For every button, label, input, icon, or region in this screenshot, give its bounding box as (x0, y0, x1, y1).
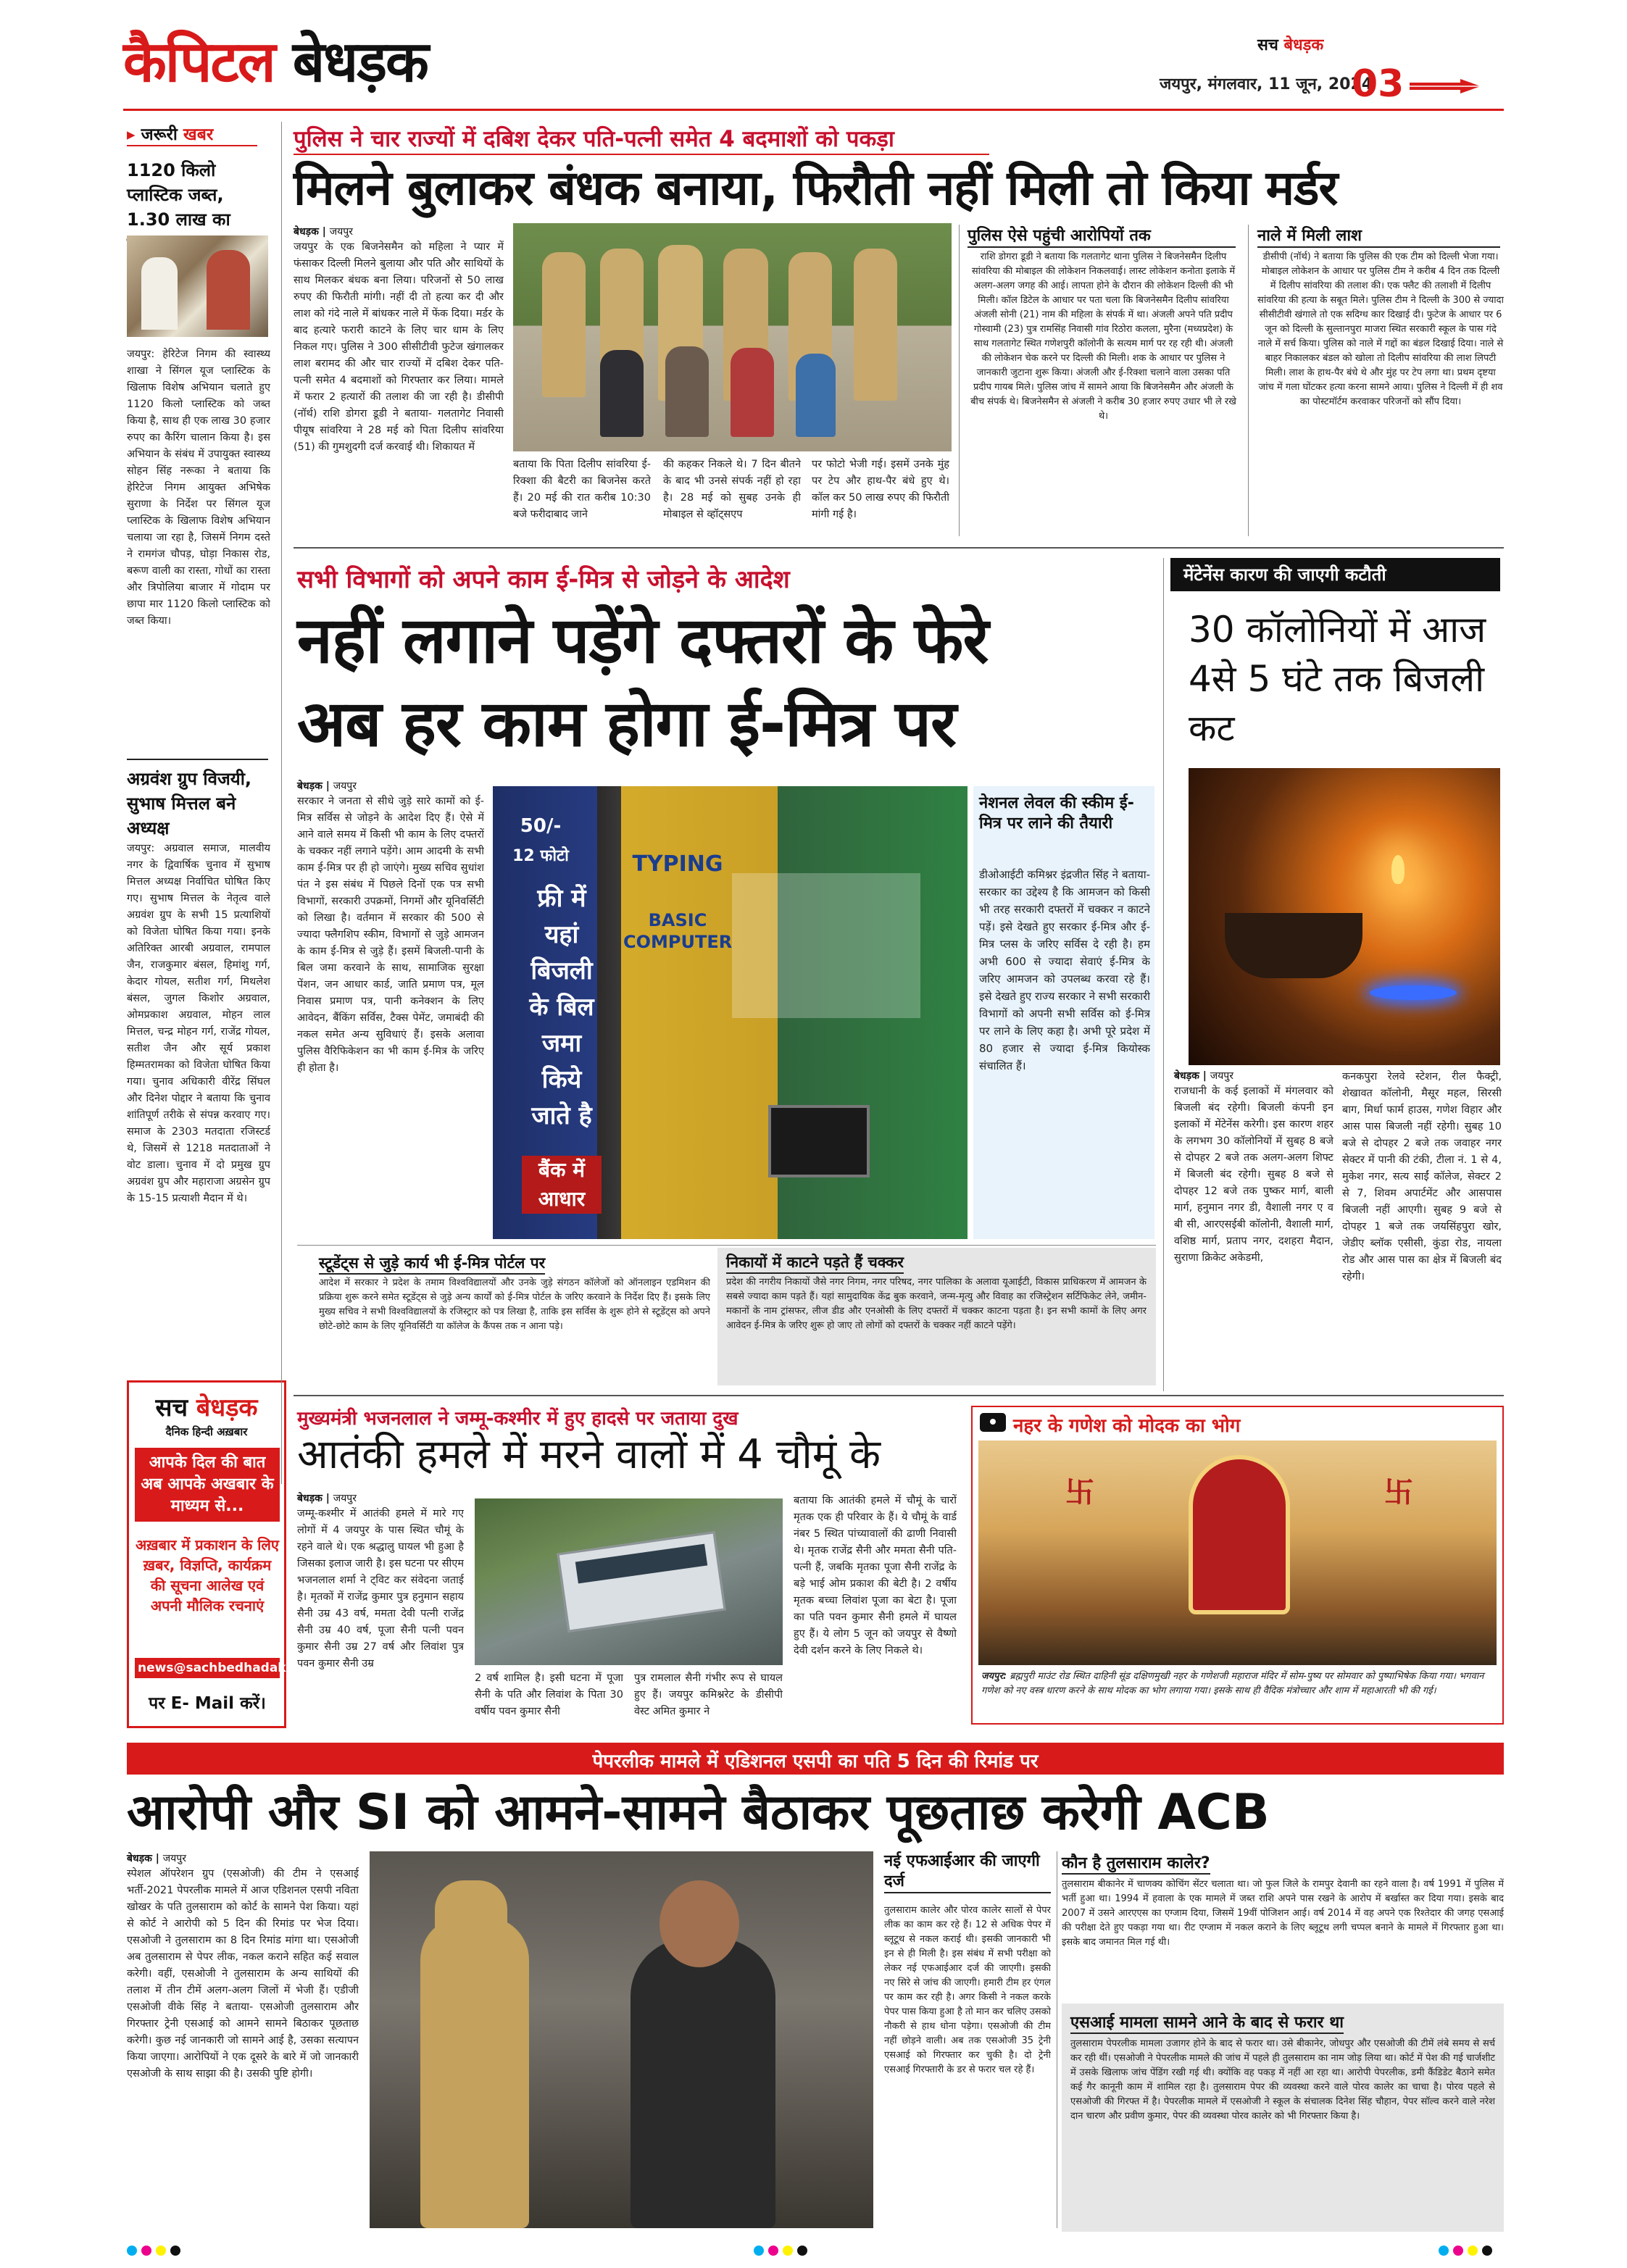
dateline-source: बेधड़क (297, 1493, 323, 1504)
dateline-city: जयपुर (333, 1493, 357, 1504)
acb-side1-title: नई एफआईआर की जाएगी दर्ज (884, 1851, 1051, 1893)
acb-side2 (1062, 1851, 1504, 1996)
photo-banner-electricity: फ्री में यहां बिजली के बिल जमा किये जाते है (529, 884, 594, 1130)
masthead (123, 28, 1500, 107)
brand-part1: कैपिटल (123, 30, 275, 95)
ganesh-caption-city: जयपुर: (981, 1671, 1007, 1682)
ad-tagline: दैनिक हिन्दी अख़बार (165, 1425, 248, 1438)
emitra-side-body: डीओआईटी कमिश्नर इंद्रजीत सिंह ने बताया- सरकार का उद्देश्य है कि आमजन को किसी भी तरह सरकारी दफ्तरों में चक्कर न काटने पड़ें। इसे देखते हुए सरकार ई-मित्र और ई-मित्र प्लस के जरिए सर्विस दे रही है। हम अभी 600 से ज्यादा सेवाएं ई-मित्र के जरिए आमजन को उपलब्ध करवा रहे हैं। इसे देखते हुए राज्य सरकार ने सभी सरकारी विभागों को अपनी सभी सर्विस को ई-मित्र पर लाने के लिए कहा है। अभी पूरे प्रदेश में 80 हजार से ज्यादा ई-मित्र कियोस्क संचालित हैं। (979, 868, 1150, 1072)
terror-kicker: मुख्यमंत्री भजनलाल ने जम्मू-कश्मीर में हुए हादसे पर जताया दुख (297, 1408, 738, 1430)
dateline-city: जयपुर (162, 1853, 186, 1864)
emitra-side-box (973, 786, 1154, 1239)
murder-body-3: की कहकर निकले थे। 7 दिन बीतने के बाद भी उनसे संपर्क नहीं हो रहा है। 28 मई को सुबह उनके ही मोबाइल से व्हॉट्सएप (663, 459, 801, 520)
police-group-photo (513, 223, 952, 451)
ganesh-box (971, 1406, 1504, 1725)
power-body-1: राजधानी के कई इलाकों में मंगलवार को बिजली बंद रहेगी। बिजली कंपनी इन इलाकों में मेंटेनेंस करेगी। इस कारण शहर के लगभग 30 कॉलोनियों में सुबह 8 बजे से दोपहर 2 बजे तक अलग-अलग शिफ्ट में बिजली बंद रहेगी। सुबह 8 बजे से दोपहर 12 बजे तक पुष्कर मार्ग, बाली मार्ग, हनुमान नगर डी, वैशाली नगर ए व बी सी, आरएसईबी कॉलोनी, वैशाली मार्ग, वशिष्ठ मार्ग, प्रताप नगर, दशहरा मैदान, सुराणा क्रिकेट अकेडमी, (1174, 1085, 1333, 1264)
terror-body-4: बताया कि आतंकी हमले में चौमूं के चारों मृतक एक ही परिवार के हैं। ये चौमूं के वार्ड नंबर 5 स्थित पांच्यावालों की ढाणी निवासी थे। मृतक राजेंद्र सैनी और ममता सैनी पति-पत्नी हैं, जबकि मृतका पूजा सैनी राजेंद्र के बड़े भाई ओम प्रकाश की बेटी है। 2 वर्षीय मृतक बच्चा लिवांश पूजा का बेटा है। पूजा का पति पवन कुमार सैनी हमले में घायल हुए हैं। ये लोग 5 जून को जयपुर से वैष्णो देवी दर्शन करने के लिए निकले थे। (794, 1495, 957, 1656)
murder-side2-body: डीसीपी (नॉर्थ) ने बताया कि पुलिस की एक टीम को दिल्ली भेजा गया। मोबाइल लोकेशन के आधार पर पुलिस टीम ने करीब 4 दिन तक दिल्ली में दिलीप सांवरिया की तलाश की। एक फ्लैट की तलाशी में दिलीप सांवरिया की हत्या के सबूत मिले। पुलिस टीम ने दिल्ली के 300 से ज्यादा सीसीटीवी खंगाले तो एक सदिग्ध कार दिखाई दी। फुटेज के आधार पर 6 जून को दिल्ली के सुल्तानपुरा माजरा स्थित सरकारी स्कूल के पास गंदे नाले में सर्च किया। पुलिस को नाले में गद्दों का बंडल दिखाई दिया। नाले से बाहर निकालकर बंडल को खोला तो दिलीप सांवरिया की लाश लिपटी मिली। लाश के हाथ-पैर बंधे थे और मुंह पर टेप लगा था। प्रथम दृष्टया जांच में गला घोंटकर हत्या करना सामने आया। पुलिस ने दिल्ली में ही शव का पोस्टमॉर्टम करवाकर परिजनों को सौंप दिया। (1257, 251, 1504, 407)
murder-side1-title: पुलिस ऐसे पहुंची आरोपियों तक (968, 226, 1236, 248)
section-label-2: खबर (183, 125, 214, 144)
emitra-sub2-title: निकायों में काटने पड़ते हैं चक्कर (726, 1252, 904, 1274)
dateline-city: जयपुर (329, 226, 353, 238)
plastic-photo (127, 235, 268, 337)
top-right-brand2: बेधड़क (1283, 36, 1324, 54)
brand-part2: बेधड़क (292, 30, 428, 95)
acb-headline: आरोपी और SI को आमने-सामने बैठाकर पूछताछ करेगी ACB (127, 1784, 1270, 1841)
emitra-sub2-box (717, 1248, 1156, 1385)
ganesh-caption (981, 1669, 1496, 1698)
dateline-source: बेधड़क (1174, 1070, 1199, 1082)
camera-icon (980, 1413, 1006, 1432)
emitra-sub1-box (297, 1250, 710, 1388)
power-dateline: बेधड़क | जयपुर (1174, 1070, 1233, 1082)
acb-side3-title: एसआई मामला सामने आने के बाद से फरार था (1070, 2011, 1344, 2034)
power-kicker: मेंटेनेंस कारण की जाएगी कटौती (1183, 564, 1386, 585)
section-rule-2 (294, 1395, 1504, 1396)
emitra-sub1-body: आदेश में सरकार ने प्रदेश के तमाम विश्वविद्यालयों और उनके जुड़े संगठन कॉलेजों को ऑनलाइन एडमिशन की प्रक्रिया शुरू करने समेत स्टूडेंट्स से जुड़े अन्य कार्यों को ई-मित्र पोर्टल के जरिए करवाने के निर्देश दिए हैं। इसके लिए मुख्य सचिव ने सभी विश्वविद्यालयों के रजिस्ट्रार को पत्र लिखा है, ताकि इस सर्विस के शुरू होने से स्टूडेंट्स को अपने छोटे-छोटे काम के लिए यूनिवर्सिटी या कॉलेज के कैंपस तक न आना पड़े। (319, 1277, 710, 1332)
acb-side1 (884, 1851, 1051, 2232)
bus-accident-photo (475, 1498, 783, 1665)
emitra-sub-rule (297, 1245, 1156, 1246)
photo-banner-typing: TYPING (632, 851, 723, 877)
masthead-top-right-brand (1257, 33, 1323, 55)
masthead-rule (123, 109, 1504, 111)
murder-body-1: जयपुर के एक बिजनेसमैन को महिला ने प्यार में फंसाकर दिल्ली मिलने बुलाया और पति और साथियों के साथ मिलकर बंधक बना लिया। परिजनों से 50 लाख रुपए की फिरौती मांगी। नहीं दी तो हत्या कर दी और लाश को गंदे नाले में बांधकर नाले में फेंक दिया। मर्डर के बाद हत्यारे फरारी काटने के लिए चार धाम के लिए निकल गए। पुलिस ने 300 सीसीटीवी फुटेज खंगालकर लाश बरामद की और चार राज्यों में दबिश देकर पति-पत्नी समेत 4 बदमाशों को गिरफ्तार कर लिया। मामले में फरार 2 हत्यारों की तलाश की जा रही है। डीसीपी (नॉर्थ) राशि डोगरा डूडी ने बताया- गलतागेट निवासी पीयूष सांवरिया ने 28 मई को पिता दिलीप सांवरिया (51) की गुमशुदगी दर्ज करवाई थी। शिकायत में (294, 241, 504, 453)
terror-headline: आतंकी हमले में मरने वालों में 4 चौमूं के (297, 1431, 881, 1478)
murder-kicker-underline (294, 154, 989, 155)
acb-side3 (1062, 2004, 1504, 2232)
dateline-city: जयपुर (333, 780, 357, 792)
ad-line1: आपके दिल की बात अब आपके अखबार के माध्यम से... (135, 1448, 280, 1522)
candle-photo (1189, 768, 1500, 1065)
masthead-date: जयपुर, मंगलवार, 11 जून, 2024 (1160, 75, 1373, 93)
ganesh-title: नहर के गणेश को मोदक का भोग (1013, 1415, 1241, 1437)
emitra-kicker: सभी विभागों को अपने काम ई-मित्र से जोड़ने के आदेश (297, 565, 790, 594)
ganesh-temple-photo: 卐 卐 (978, 1441, 1497, 1665)
masthead-brand (123, 28, 428, 97)
acb-banner-text: पेपरलीक मामले में एडिशनल एसपी का पति 5 दिन की रिमांड पर (592, 1751, 1039, 1772)
photo-sign-price: 50/- (520, 815, 562, 837)
emitra-side-title: नेशनल लेवल की स्कीम ई-मित्र पर लाने की तैयारी (979, 794, 1134, 833)
dateline-source: बेधड़क (294, 226, 319, 238)
ad-brand2: बेधड़क (196, 1393, 258, 1422)
dateline-source: बेधड़क (297, 780, 323, 792)
terror-body-2: 2 वर्ष शामिल है। इसी घटना में पूजा सैनी के पति और लिवांश के पिता 30 वर्षीय पवन कुमार सैनी (475, 1672, 623, 1717)
murder-kicker: पुलिस ने चार राज्यों में दबिश देकर पति-पत्नी समेत 4 बदमाशों को पकड़ा (294, 126, 894, 152)
acb-side1-body: तुलसाराम कालेर और पोरव कालेर सालों से पेपर लीक का काम कर रहे हैं। 12 से अधिक पेपर में ब्लूटूथ से नकल कराई थी। इसकी जानकारी भी इन से ही मिली है। इस संबंध में सभी परीक्षा को लेकर नई एफआईआर दर्ज की जाएगी। इसकी नए सिरे से जांच की जाएगी। हमारी टीम हर एंगल पर काम कर रही है। अगर किसी ने नकल करके पेपर पास किया हुआ है तो मान कर चलिए उसको नौकरी से हाथ धोना पड़ेगा। एसओजी की टीम नहीं छोड़ने वाली। अब तक एसओजी 35 ट्रेनी एसआई को गिरफ्तार कर चुकी है। दो ट्रेनी एसआई गिरफ्तारी के डर से फरार चल रहे हैं। (884, 1905, 1051, 2075)
agrawal-body: जयपुर: अग्रवाल समाज, मालवीय नगर के द्विवार्षिक चुनाव में सुभाष मित्तल अध्यक्ष निर्वाचित घोषित किए गए। सुभाष मित्तल के नेतृत्व वाले अग्रवंश ग्रुप के सभी 15 प्रत्याशियों को विजेता घोषित किया गया। इनके अतिरिक्त आरबी अग्रवाल, रामपाल जैन, राजकुमार बंसल, हिमांशु गर्ग, केदार गोयल, सतीश गर्ग, मिथलेश बंसल, जुगल किशोर अग्रवाल, ओमप्रकाश अग्रवाल, मोहन लाल मित्तल, चन्द्र मोहन गर्ग, राजेंद्र गोयल, सतीश जैन और सूर्य प्रकाश हिम्मतरामका को विजेता घोषित किया गया। चुनाव अधिकारी वीरेंद्र सिंघल और दिनेश पोद्दार ने बताया कि चुनाव शांतिपूर्ण तरीके से संपन्न करवाए गए। समाज के 2303 मतदाता रजिस्टर्ड थे, जिसमें से 1218 मतदाताओं ने वोट डाला। चुनाव में दो प्रमुख ग्रुप अग्रवंश ग्रुप और महाराजा अग्रसेन ग्रुप के 15-15 प्रत्याशी मैदान में थे। (127, 843, 270, 1204)
left-col-section-label (127, 122, 257, 146)
murder-body-2: बताया कि पिता दिलीप सांवरिया ई-रिक्शा की बैटरी का बिजनेस करते हैं। 20 मई की रात करीब 10:30 बजे फरीदाबाद जाने (513, 459, 651, 520)
terror-body-3: पुत्र रामलाल सैनी गंभीर रूप से घायल हुए हैं। जयपुर कमिश्नरेट के डीसीपी वेस्ट अमित कुमार ने (634, 1672, 783, 1717)
ganesh-caption-text: ब्रह्मपुरी माउंट रोड स्थित दाहिनी सूंड दक्षिणमुखी नहर के गणेशजी महाराज मंदिर में सोम-पुष्य पर सोमवार को पुष्पाभिषेक किया गया। भगवान गणेश को नए वस्त्र धारण करने के साथ मोदक का भोग लगाया गया। इसके साथ ही वैदिक मंत्रोच्चार और शाम में महाआरती भी की गई। (981, 1671, 1484, 1696)
photo-sign-photo: 12 फोटो (512, 847, 569, 865)
left-col-divider-1 (127, 759, 268, 760)
pen-nib-icon (1410, 75, 1482, 97)
power-kicker-bar (1170, 558, 1500, 591)
terror-body-1: जम्मू-कश्मीर में आतंकी हमले में मारे गए लोगों में 4 जयपुर के पास स्थित चौमूं के रहने वाले थे। एक श्रद्धालु घायल भी हुआ है जिसका इलाज जारी है। इस घटना पर सीएम भजनलाल शर्मा ने ट्विट कर संवेदना जताई है। मृतकों में राजेंद्र कुमार पुत्र हनुमान सहाय सैनी उम्र 43 वर्ष, ममता देवी पत्नी राजेंद्र सैनी उम्र 40 वर्ष, पूजा सैनी पत्नी पवन कुमार सैनी उम्र 27 वर्ष और लिवांश पुत्र पवन कुमार सैनी उम्र (297, 1508, 464, 1669)
agrawal-headline: अग्रवंश ग्रुप विजयी, सुभाष मित्तल बने अध्यक्ष (127, 769, 252, 838)
murder-col-rule (959, 225, 960, 536)
registration-dots-center (754, 2245, 812, 2259)
murder-body-4: पर फोटो भेजी गई। इसमें उनके मुंह पर टेप और हाथ-पैर बंधे हुए थे। कॉल कर 50 लाख रुपए की फिरौती मांगी गई है। (812, 459, 949, 520)
emitra-kiosk-photo (493, 786, 968, 1239)
ad-line2: अख़बार में प्रकाशन के लिए ख़बर, विज्ञप्ति, कार्यक्रम की सूचना आलेख एवं अपनी मौलिक रचनाएं (135, 1536, 279, 1614)
emitra-sub2-body: प्रदेश की नगरीय निकायों जैसे नगर निगम, नगर परिषद, नगर पालिका के अलावा यूआईटी, विकास प्राधिकरण में आमजन के सबसे ज्यादा काम पड़ते हैं। यहां सामुदायिक केंद्र बुक करवाने, जन्म-मृत्यु और विवाह का रजिस्ट्रेशन सर्टिफिकेट लेने, जमीन-मकानों के नाम ट्रांसफर, लीज डीड और एनओसी के लिए दफ्तरों में चक्कर काटना पड़ता है। इन सभी कामों के लिए अगर आवेदन ई-मित्र के जरिए शुरू हो जाए तो लोगों को दफ्तरों के चक्कर नहीं काटने पड़ेंगे। (726, 1277, 1147, 1331)
ad-box (127, 1380, 320, 1728)
murder-col-rule-2 (1248, 225, 1249, 536)
emitra-headline-1: नहीं लगाने पड़ेंगे दफ्तरों के फेरे (297, 603, 989, 678)
emitra-dateline: बेधड़क | जयपुर (297, 780, 357, 792)
ad-cta: पर E- Mail करें। (149, 1694, 266, 1713)
acb-dateline: बेधड़क | जयपुर (127, 1853, 186, 1864)
ad-email[interactable]: news@sachbedhadak.com (135, 1658, 280, 1678)
acb-side2-title: कौन है तुलसाराम कालेर? (1062, 1851, 1210, 1875)
acb-side3-body: तुलसाराम पेपरलीक मामला उजागर होने के बाद से फरार था। उसे बीकानेर, जोधपुर और एसओजी की टीमें लंबे समय से सर्च कर रही थीं। एसओजी ने पेपरलीक मामले की जांच में पहले ही तुलसाराम का नाम जोड़ लिया था। कोर्ट में पेश की गई चार्जशीट में उसके खिलाफ जांच पेंडिंग रखी गई थी। क्योंकि वह पकड़ में नहीं आ रहा था। आरोपी पेपरलीक, डमी कैंडिडेट बैठाने समेत कई गैर कानूनी काम में शामिल रहा है। तुलसाराम पेपर की व्यवस्था करने वाले पोरव कालेर का चाचा है। पोरव पहले से एसओजी की गिरफ्त में है। पेपरलीक मामले में एसओजी ने स्कूल के संचालक दिनेश सिंह चौहान, पेपर सॉल्व करने वाले नरेश दान चारण और प्रवीण कुमार, पेपर की व्यवस्था पोरव कालेर को भी गिरफ्तार किया है। (1070, 2038, 1495, 2122)
power-body-2: कनकपुरा रेलवे स्टेशन, रील फैक्ट्री, शेखावत कॉलोनी, मैसूर महल, सिरसी बाग, मिर्धा फार्म हाउस, गणेश विहार और आस पास बिजली नहीं रहेगी। सुबह 10 बजे से दोपहर 2 बजे तक जवाहर नगर सेक्टर में पानी की टंकी, टीला नं. 1 से 4, मुकेश नगर, सत्य साईं कॉलेज, सेक्टर 2 से 7, शिवम अपार्टमेंट और आसपास बिजली नहीं आएगी। सुबह 9 बजे से दोपहर 1 बजे तक जयसिंहपुरा खोर, जेडीए ब्लॉक एसीसी, कुंडा रोड, नायला रोड और आस पास का क्षेत्र में बिजली बंद रहेगी। (1342, 1071, 1502, 1283)
section-label-1: जरूरी (141, 125, 178, 144)
photo-banner-bank: बैंक में आधार (522, 1156, 602, 1214)
dateline-city: जयपुर (1210, 1070, 1233, 1082)
dateline-source: बेधड़क (127, 1853, 152, 1864)
ad-brand1: सच (155, 1393, 188, 1422)
murder-side1-body: राशि डोगरा डूडी ने बताया कि गलतागेट थाना पुलिस ने बिजनेसमैन दिलीप सांवरिया की मोबाइल की लोकेशन निकलवाई। लास्ट लोकेशन कनोता इलाके में अलग-अलग जगह की आई। लापता होने के दौरान की लोकेशन दिल्ली की भी मिली। कॉल डिटेल के आधार पर पता चला कि बिजनेसमैन दिलीप सांवरिया अंजली सोनी (21) नाम की महिला के संपर्क में था। अंजली अपने पति प्रदीप गोस्वामी (23) पुत्र रामसिंह निवासी गांव रिठोरा कलला, मुरैना (मध्यप्रदेश) के साथ गलतागेट स्थित गणेशपुरी कॉलोनी के सत्यम मार्ग पर रह रही थी। अंजली की लोकेशन चेक करने पर दिल्ली की मिली। शक के आधार पर पुलिस ने जानकारी जुटाना शुरू किया। अंजली और ई-रिक्शा चलाने वाला उसका पति प्रदीप गायब मिले। पुलिस जांच में सामने आया कि बिजनेसमैन और अंजली के बीच संपर्क थे। बिजनेसमैन से अंजली ने करीब 30 हजार रुपए उधार भी ले रखे थे। (970, 251, 1236, 422)
power-headline: 30 कॉलोनियों में आज 4से 5 घंटे तक बिजली कट (1189, 609, 1486, 749)
murder-headline: मिलने बुलाकर बंधक बनाया, फिरौती नहीं मिली तो किया मर्डर (294, 160, 1338, 216)
plastic-headline: 1120 किलो प्लास्टिक जब्त, 1.30 लाख का (127, 160, 230, 230)
ad-brand (129, 1390, 284, 1423)
plastic-body: जयपुर: हेरिटेज निगम की स्वास्थ्य शाखा ने सिंगल यूज प्लास्टिक के खिलाफ विशेष अभियान चलाते हुए 1120 किलो प्लास्टिक को जब्त किया है, साथ ही एक लाख 30 हजार रुपए का कैरिंग चालान किया है। इस अभियान के संबंध में उपायुक्त स्वास्थ्य सोहन सिंह नरूका ने बताया कि हेरिटेज निगम आयुक्त अभिषेक सुराणा के निर्देश पर सिंगल यूज प्लास्टिक के खिलाफ विशेष अभियान चलाया जा रहा है, जिसमें निगम दस्ते ने रामगंज चौपड़, घोड़ा निकास रोड, बरूण वाली का रास्ता, गोधों का रास्ता और त्रिपोलिया बाजार में गोदाम पर छापा मार 1120 किलो प्लास्टिक को जब्त किया। (127, 349, 270, 627)
registration-dots-left (127, 2245, 185, 2259)
section-rule-1 (294, 547, 1504, 549)
emitra-headline-2: अब हर काम होगा ई-मित्र पर (297, 686, 956, 761)
murder-side2-title: नाले में मिली लाश (1257, 226, 1500, 248)
murder-dateline: बेधड़क | जयपुर (294, 226, 353, 238)
acb-banner (127, 1743, 1504, 1775)
page-number: 03 (1352, 62, 1405, 106)
photo-banner-basic: BASIC COMPUTER (623, 910, 733, 952)
section-arrow-icon: ▸ (127, 125, 136, 144)
terror-dateline: बेधड़क | जयपुर (297, 1493, 357, 1504)
top-right-brand1: सच (1257, 36, 1278, 54)
left-col-vertical-rule (281, 122, 282, 1484)
registration-dots-right (1439, 2245, 1497, 2259)
acb-side2-body: तुलसाराम बीकानेर में चाणक्य कोचिंग सेंटर चलाता था। जो फुल जिले के रामपुर देवानी का रहने वाला है। वर्ष 1991 में पुलिस में भर्ती हुआ था। 1994 में हवाला के एक मामले में जब्त राशि अपने पास रखने के आरोप में बर्खास्त कर दिया गया। इसके बाद 2007 में उसने आरएएस का एग्जाम दिया, जिसमें 19वीं पोजिशन आई। वर्ष 2014 में वह अपने एक रिश्तेदार की जगह एसआई की परीक्षा देते हुए पकड़ा गया था। रीट एग्जाम में नकल कराने के लिए ब्लूटूथ लगी चप्पल बनाने के मामले में गिरफ्तार हुआ था। इसके बाद जमानत मिल गई थी। (1062, 1879, 1504, 1948)
acb-arrest-photo (370, 1851, 873, 2228)
emitra-body: सरकार ने जनता से सीधे जुड़े सारे कामों को ई-मित्र सर्विस से जोड़ने के आदेश दिए हैं। ऐसे में आने वाले समय में किसी भी काम के लिए दफ्तरों के चक्कर नहीं लगाने पड़ेंगे। आम आदमी के सभी काम ई-मित्र पर ही हो जाएंगे। मुख्य सचिव सुधांश पंत ने इस संबंध में पिछले दिनों एक पत्र सभी विभागों, सरकारी उपक्रमों, निगमों और यूनिवर्सिटी को लिखा है। वर्तमान में सरकार की 500 से ज्यादा फ्लैगशिप स्कीम, विभागों से जुड़े आमजन के काम ई-मित्र से जुड़े हैं। इसमें बिजली-पानी के बिल जमा करवाने के साथ, सामाजिक सुरक्षा पेंशन, जन आधार कार्ड, जाति प्रमाण पत्र, मूल निवास प्रमाण पत्र, पानी कनेक्शन के लिए आवेदन, बैंकिंग सर्विस, टैक्स पेमेंट, जमाबंदी की नकल समेत अन्य सुविधाएं हैं। इसके अलावा पुलिस वैरिफिकेशन का भी काम ई-मित्र के जरिए ही होता है। (297, 796, 484, 1074)
power-col-rule (1163, 558, 1164, 1391)
acb-body: स्पेशल ऑपरेशन ग्रुप (एसओजी) की टीम ने एसआई भर्ती-2021 पेपरलीक मामले में आज एडिशनल एसपी नविता खोखर के पति तुलसाराम को कोर्ट के सामने पेश किया। यहां से कोर्ट ने आरोपी को 5 दिन की रिमांड पर भेज दिया। एसओजी ने तुलसाराम का 8 दिन रिमांड मांगा था। एसओजी अब तुलसाराम से पेपर लीक, नकल कराने सहित कई सवाल करेगी। वहीं, एसओजी ने तुलसाराम के अन्य साथियों की तलाश में तीन टीमें अलग-अलग जिलों में भेजी हैं। एडीजी एसओजी वीके सिंह ने बताया- एसओजी तुलसाराम और गिरफ्तार ट्रेनी एसआई को आमने सामने बिठाकर पूछताछ करेगी। कुछ नई जानकारी जो सामने आई है, उसका सत्यापन किया जाएगा। आरोपियों ने एक दूसरे के बारे में जो जानकारी एसओजी के साथ साझा की है। उसकी पुष्टि होगी। (127, 1868, 359, 2080)
emitra-sub1-title: स्टूडेंट्स से जुड़े कार्य भी ई-मित्र पोर्टल पर (319, 1253, 545, 1275)
